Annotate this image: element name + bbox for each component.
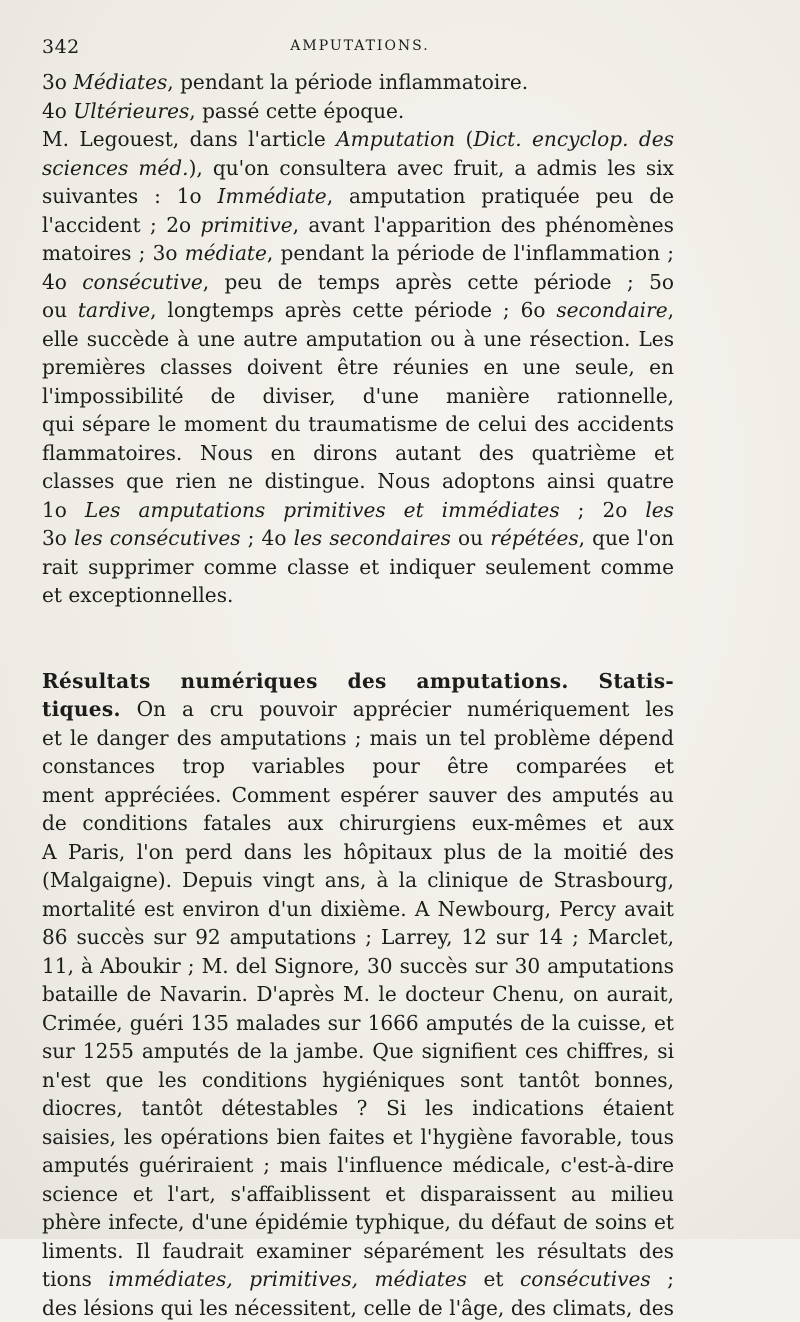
- text-segment: (Malgaigne). Depuis vingt ans, à la clinique de Strasbourg,: [42, 868, 674, 895]
- text-segment: suivantes : 1o: [42, 184, 218, 208]
- text-line: [42, 581, 674, 610]
- text-line: [42, 695, 674, 724]
- text-line: [42, 211, 674, 240]
- text-segment: Médiates: [73, 70, 167, 94]
- text-line: [42, 1180, 674, 1209]
- text-segment: Amputation: [336, 127, 455, 151]
- section-heading-text: tiques.: [42, 697, 121, 721]
- text-segment: médiate: [185, 241, 267, 265]
- text-segment: mortalité est environ d'un dixième. A Newbourg, Percy avait: [42, 897, 674, 924]
- text-segment: 11, à Aboukir ; M. del Signore, 30 succès sur 30 amputations: [42, 954, 674, 981]
- text-segment: , longtemps après cette période ; 6o: [150, 298, 556, 322]
- text-line: [42, 496, 674, 525]
- text-line: [42, 1094, 674, 1123]
- text-segment: 1o: [42, 498, 85, 522]
- text-segment: ,: [42, 298, 674, 325]
- text-segment: les consécutives: [74, 526, 241, 550]
- text-line: [42, 296, 674, 325]
- text-segment: ment appréciées. Comment espérer sauver des amputés au: [42, 783, 674, 810]
- text-segment: liments. Il faudrait examiner séparément les résultats des: [42, 1239, 674, 1266]
- text-segment: les: [42, 498, 674, 525]
- text-segment: Dict. encyclop. des: [473, 127, 674, 151]
- text-segment: ; 2o: [560, 498, 646, 522]
- text-segment: les secondaires: [294, 526, 451, 550]
- text-line: [42, 1151, 674, 1180]
- text-segment: tions: [42, 1267, 108, 1291]
- text-line: [42, 1037, 674, 1066]
- text-line: [42, 68, 674, 97]
- text-line: [42, 182, 674, 211]
- text-line: [42, 752, 674, 781]
- text-segment: 3o: [42, 526, 74, 550]
- text-segment: et le danger des amputations ; mais un tel problème dépend: [42, 726, 674, 753]
- text-segment: ), qu'on consultera avec fruit, a admis les six: [42, 156, 674, 183]
- text-segment: rait supprimer comme classe et indiquer seulement comme: [42, 555, 674, 582]
- text-line: [42, 667, 674, 696]
- text-segment: Les amputations primitives et immédiates: [85, 498, 560, 522]
- text-segment: et exceptionnelles.: [42, 583, 233, 607]
- text-segment: ou: [42, 298, 78, 322]
- text-line: [42, 410, 674, 439]
- text-line: [42, 781, 674, 810]
- text-segment: diocres, tantôt détestables ? Si les indications étaient: [42, 1096, 674, 1123]
- text-line: [42, 154, 674, 183]
- text-segment: immédiates, primitives, médiates: [108, 1267, 467, 1291]
- text-segment: A Paris, l'on perd dans les hôpitaux plus de la moitié des: [42, 840, 674, 867]
- paragraph-gap: [42, 610, 674, 667]
- text-segment: , amputation pratiquée peu de: [42, 184, 674, 211]
- text-segment: tardive: [78, 298, 150, 322]
- text-line: [42, 239, 674, 268]
- text-line: [42, 809, 674, 838]
- text-segment: On a cru pouvoir apprécier numériquement les: [42, 697, 674, 724]
- text-segment: Immédiate: [218, 184, 327, 208]
- text-segment: répétées: [490, 526, 578, 550]
- text-segment: 4o: [42, 99, 73, 123]
- text-line: [42, 125, 674, 154]
- text-segment: 4o: [42, 270, 82, 294]
- text-segment: Ultérieures: [73, 99, 189, 123]
- text-segment: elle succède à une autre amputation ou à une résection. Les: [42, 327, 674, 354]
- text-segment: consécutives: [520, 1267, 651, 1291]
- text-segment: 3o: [42, 70, 73, 94]
- text-segment: , peu de temps après cette période ; 5o: [203, 270, 674, 294]
- text-line: [42, 866, 674, 895]
- text-segment: sur 1255 amputés de la jambe. Que signifient ces chiffres, si: [42, 1039, 674, 1066]
- text-segment: n'est que les conditions hygiéniques sont tantôt bonnes,: [42, 1068, 674, 1095]
- page-header: [42, 34, 678, 64]
- text-segment: classes que rien ne distingue. Nous adoptons ainsi quatre: [42, 469, 674, 496]
- text-segment: ou: [451, 526, 490, 550]
- text-line: [42, 1123, 674, 1152]
- text-segment: bataille de Navarin. D'après M. le docteur Chenu, on aurait,: [42, 982, 674, 1009]
- text-line: [42, 895, 674, 924]
- text-segment: premières classes doivent être réunies en une seule, en: [42, 355, 674, 382]
- text-segment: , que l'on: [42, 526, 674, 553]
- page-number: 342: [42, 36, 80, 58]
- text-line: [42, 1208, 674, 1237]
- text-segment: saisies, les opérations bien faites et l'hygiène favorable, tous: [42, 1125, 674, 1152]
- text-line: [42, 724, 674, 753]
- text-line: [42, 553, 674, 582]
- text-segment: (: [455, 127, 473, 151]
- text-line: [42, 838, 674, 867]
- text-segment: ;: [42, 1267, 674, 1294]
- text-segment: l'impossibilité de diviser, d'une manière rationnelle,: [42, 384, 674, 411]
- text-segment: l'accident ; 2o: [42, 213, 200, 237]
- text-line: [42, 1237, 674, 1266]
- text-line: [42, 382, 674, 411]
- text-segment: ; 4o: [241, 526, 294, 550]
- text-line: [42, 325, 674, 354]
- running-head: AMPUTATIONS.: [42, 38, 678, 54]
- text-segment: flammatoires. Nous en dirons autant des quatrième et: [42, 441, 674, 468]
- text-line: [42, 268, 674, 297]
- text-segment: , passé cette époque.: [189, 99, 404, 123]
- text-segment: M. Legouest, dans l'article: [42, 127, 336, 151]
- text-line: [42, 524, 674, 553]
- text-line: [42, 97, 674, 126]
- text-line: [42, 353, 674, 382]
- text-segment: , avant l'apparition des phénomènes: [42, 213, 674, 240]
- text-line: [42, 439, 674, 468]
- text-line: [42, 952, 674, 981]
- text-segment: qui sépare le moment du traumatisme de celui des accidents: [42, 412, 674, 439]
- text-segment: 86 succès sur 92 amputations ; Larrey, 12 sur 14 ; Marclet,: [42, 925, 674, 952]
- text-line: [42, 1009, 674, 1038]
- text-line: [42, 1294, 674, 1322]
- body-text: [42, 68, 674, 1322]
- text-line: [42, 923, 674, 952]
- text-segment: amputés guériraient ; mais l'influence médicale, c'est-à-dire: [42, 1153, 674, 1180]
- text-segment: phère infecte, d'une épidémie typhique, du défaut de soins et: [42, 1210, 674, 1237]
- text-segment: science et l'art, s'affaiblissent et disparaissent au milieu: [42, 1182, 674, 1209]
- text-line: [42, 467, 674, 496]
- text-segment: primitive: [200, 213, 292, 237]
- text-line: [42, 1265, 674, 1294]
- text-segment: de conditions fatales aux chirurgiens eux-mêmes et aux: [42, 811, 674, 838]
- text-segment: des lésions qui les nécessitent, celle de l'âge, des climats, des: [42, 1296, 674, 1322]
- text-segment: consécutive: [82, 270, 202, 294]
- text-segment: secondaire: [556, 298, 667, 322]
- text-segment: , pendant la période inflammatoire.: [167, 70, 528, 94]
- text-segment: et: [467, 1267, 520, 1291]
- text-line: [42, 1066, 674, 1095]
- text-segment: matoires ; 3o: [42, 241, 185, 265]
- section-heading-text: Résultats numériques des amputations. Statis-: [42, 669, 674, 693]
- text-segment: sciences méd.: [42, 156, 189, 180]
- text-segment: Crimée, guéri 135 malades sur 1666 amputés de la cuisse, et: [42, 1011, 674, 1038]
- text-line: [42, 980, 674, 1009]
- text-segment: constances trop variables pour être comparées et: [42, 754, 674, 781]
- text-segment: , pendant la période de l'inflammation ;: [267, 241, 674, 265]
